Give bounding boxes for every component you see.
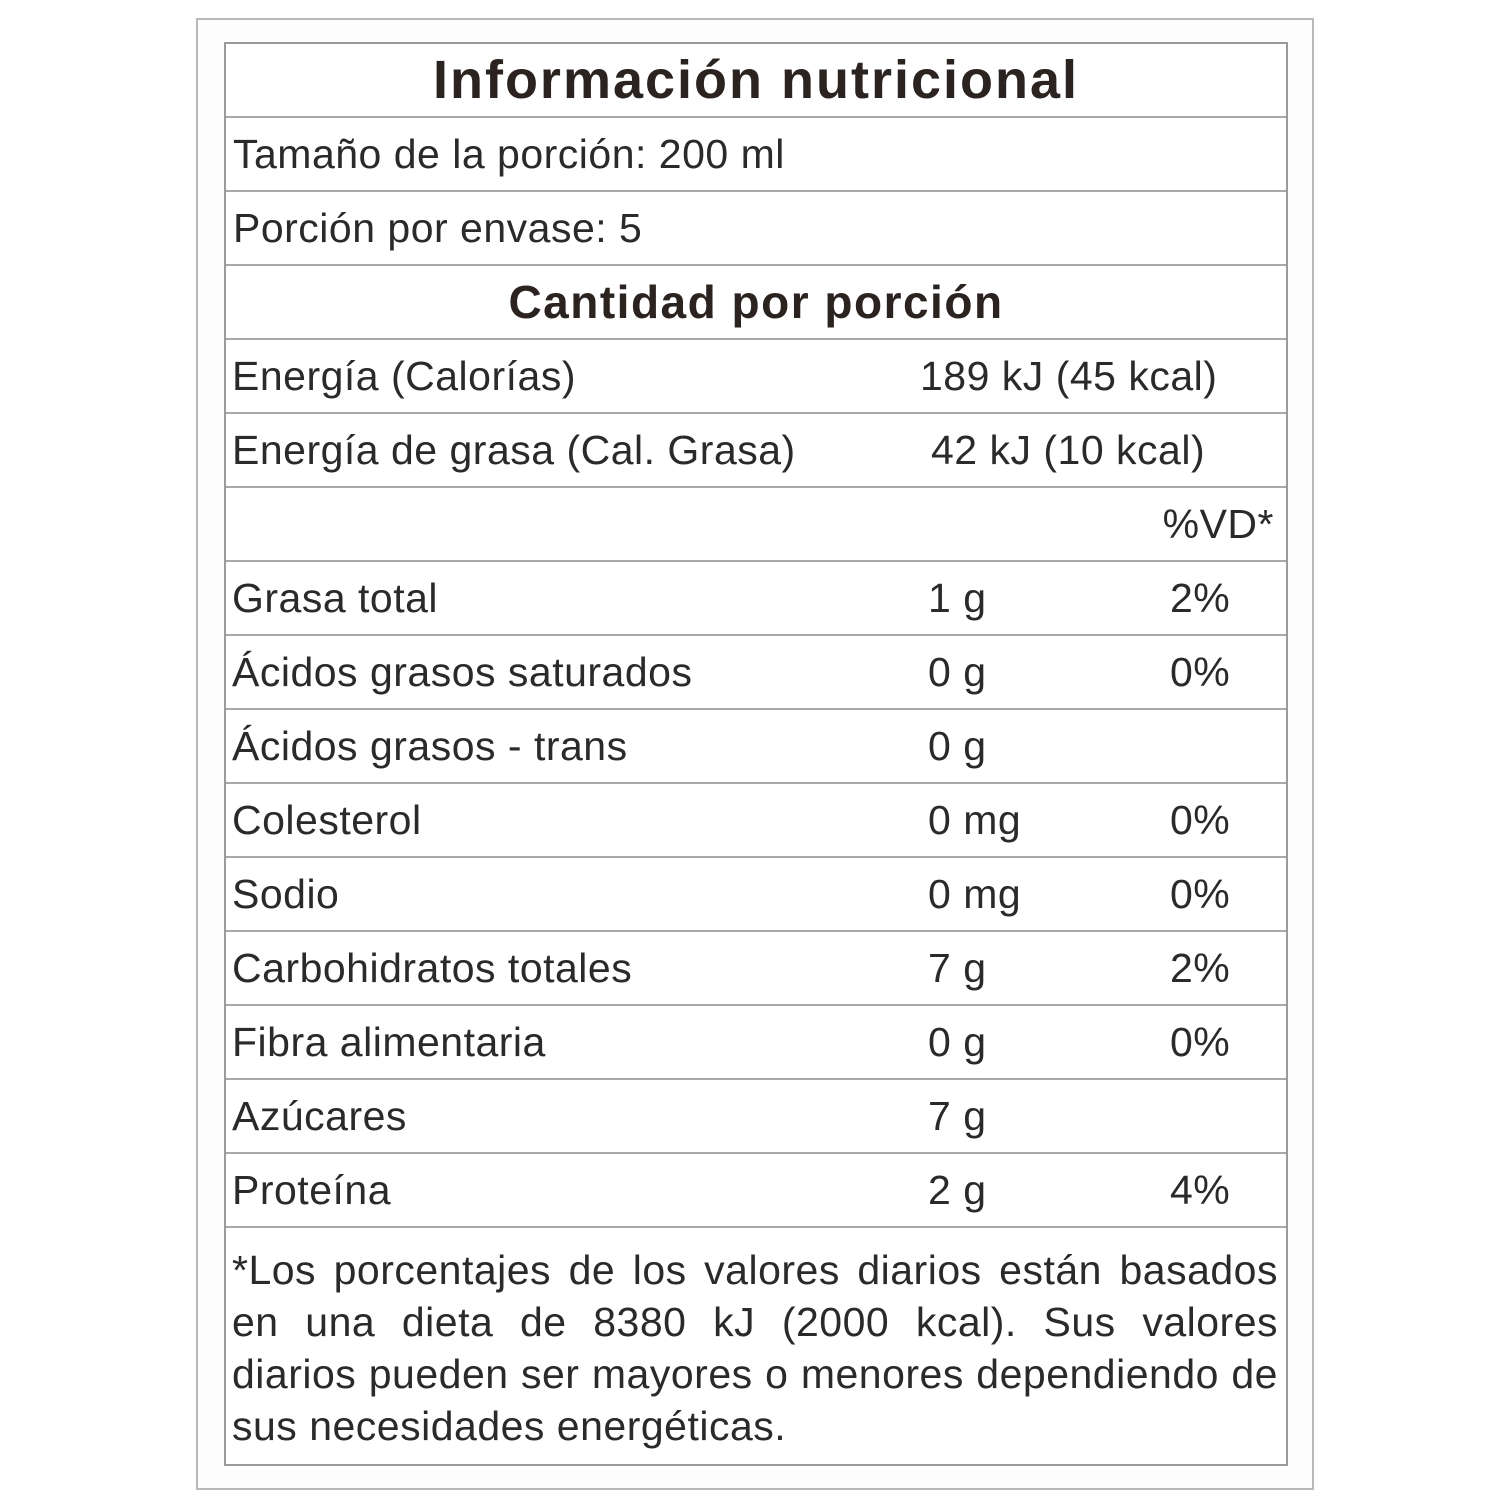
nutrient-daily-value: 0% <box>1170 797 1231 843</box>
nutrient-amount: 0 mg <box>928 871 1022 917</box>
nutrient-daily-value: 0% <box>1170 1019 1231 1065</box>
nutrient-name: Colesterol <box>232 797 422 843</box>
nutrient-name: Fibra alimentaria <box>232 1019 546 1065</box>
nutrient-row-cholesterol <box>226 784 1286 858</box>
daily-value-footnote: *Los porcentajes de los valores diarios están basados en una dieta de 8380 kJ (2000 kcal). Sus valores diarios pueden ser mayores o menores dependiendo de sus necesidades energéticas. <box>232 1247 1278 1449</box>
nutrient-name: Ácidos grasos saturados <box>232 649 693 695</box>
nutrient-daily-value: 2% <box>1170 575 1231 621</box>
nutrient-row-sugars <box>226 1080 1286 1154</box>
servings-per-container: Porción por envase: 5 <box>233 205 643 251</box>
nutrient-row-protein <box>226 1154 1286 1228</box>
nutrient-name: Grasa total <box>232 575 439 621</box>
energy-row <box>226 340 1286 414</box>
daily-value-header: %VD* <box>1162 501 1274 547</box>
nutrient-name: Carbohidratos totales <box>232 945 633 991</box>
nutrient-row-total-fat <box>226 562 1286 636</box>
nutrient-amount: 7 g <box>928 945 987 991</box>
nutrient-amount: 0 mg <box>928 797 1022 843</box>
nutrient-row-sodium <box>226 858 1286 932</box>
serving-size-row <box>226 118 1286 192</box>
nutrient-row-trans-fat <box>226 710 1286 784</box>
nutrient-amount: 7 g <box>928 1093 987 1139</box>
energy-from-fat-row <box>226 414 1286 488</box>
energy-label: Energía (Calorías) <box>232 353 576 399</box>
serving-size: Tamaño de la porción: 200 ml <box>233 131 785 177</box>
nutrient-name: Proteína <box>232 1167 391 1213</box>
nutrient-daily-value: 4% <box>1170 1167 1231 1213</box>
label-title: Información nutricional <box>226 44 1286 118</box>
nutrient-name: Azúcares <box>232 1093 407 1139</box>
nutrient-row-total-carbohydrates <box>226 932 1286 1006</box>
nutrient-amount: 1 g <box>928 575 987 621</box>
nutrient-daily-value: 0% <box>1170 871 1231 917</box>
energy-from-fat-value: 42 kJ (10 kcal) <box>931 427 1206 473</box>
nutrient-amount: 0 g <box>928 1019 987 1065</box>
servings-per-container-row <box>226 192 1286 266</box>
nutrient-name: Ácidos grasos - trans <box>232 723 628 769</box>
daily-value-header-row <box>226 488 1286 562</box>
nutrient-row-saturated-fat <box>226 636 1286 710</box>
nutrient-amount: 0 g <box>928 723 987 769</box>
energy-from-fat-label: Energía de grasa (Cal. Grasa) <box>232 427 796 473</box>
nutrient-daily-value: 2% <box>1170 945 1231 991</box>
nutrient-amount: 0 g <box>928 649 987 695</box>
nutrient-amount: 2 g <box>928 1167 987 1213</box>
nutrition-facts-table <box>224 42 1288 1466</box>
nutrient-daily-value: 0% <box>1170 649 1231 695</box>
energy-value: 189 kJ (45 kcal) <box>920 353 1218 399</box>
nutrient-name: Sodio <box>232 871 340 917</box>
amount-per-serving-heading: Cantidad por porción <box>226 266 1286 340</box>
nutrient-row-dietary-fiber <box>226 1006 1286 1080</box>
